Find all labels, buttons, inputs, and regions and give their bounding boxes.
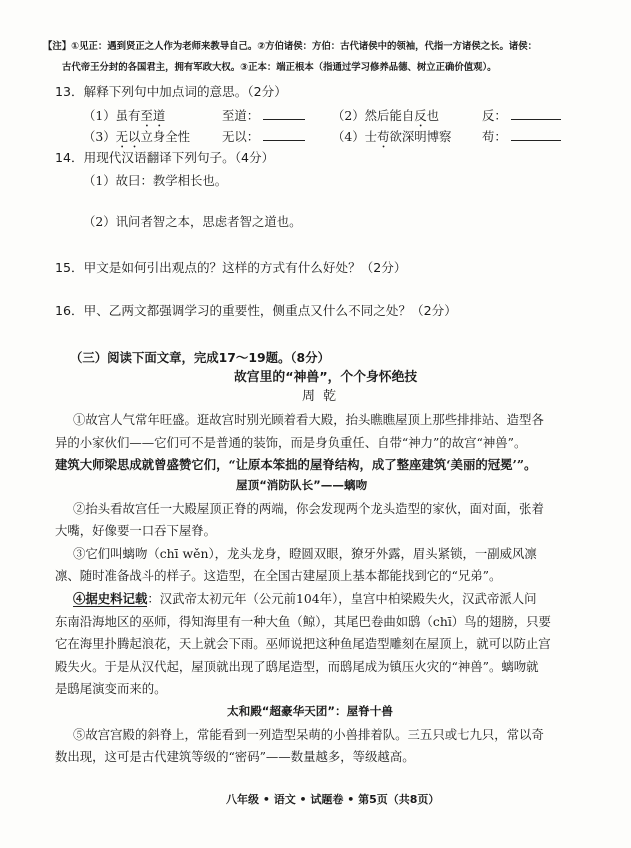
q13-item-2-answer: 反： — [482, 108, 561, 122]
paragraph-4-line-1: ④据史料记载：汉武帝太初元年（公元前104年），皇宫中柏梁殿失火，汉武帝派人问 — [73, 591, 537, 606]
paragraph-4-lead: ④据史料记载 — [73, 591, 148, 606]
subheading-2: 太和殿“超豪华天团”：屋脊十兽 — [227, 704, 393, 718]
article-author: 周 乾 — [302, 389, 339, 404]
question-14-stem: 14．用现代汉语翻译下列句子。（4分） — [55, 150, 275, 165]
paragraph-3-line-1: ③它们叫螭吻（chī wěn），龙头龙身，瞪圆双眼，獠牙外露，眉头紧锁，一副威风凛 — [73, 546, 537, 561]
question-15: 15．甲文是如何引出观点的？这样的方式有什么好处？（2分） — [55, 260, 407, 275]
paragraph-4-line-2: 东南沿海地区的巫师，得知海里有一种大鱼（鲸），其尾巴卷曲如鸱（chī）鸟的翅膀，只要 — [55, 614, 551, 629]
paragraph-1-line-2: 异的小家伙们——它们可不是普通的装饰，而是身负重任、自带“神力”的故宫“神兽”。 — [55, 435, 527, 450]
question-13-stem: 13．解释下列句中加点词的意思。（2分） — [55, 84, 287, 99]
paragraph-3-line-2: 凛、随时准备战斗的样子。这造型，在全国古建屋顶上基本都能找到它的“兄弟”。 — [55, 568, 502, 583]
q14-sentence-1: （1）故曰：教学相长也。 — [83, 173, 228, 188]
answer-blank-2[interactable] — [511, 108, 561, 120]
paragraph-4-line-3: 它在海里扑腾起浪花，天上就会下雨。巫师说把这种鱼尾造型雕刻在屋顶上，就可以防止宫 — [55, 636, 551, 651]
answer-blank-4[interactable] — [511, 129, 561, 141]
article-title: 故宫里的“神兽”，个个身怀绝技 — [234, 370, 418, 385]
q13-item-4: （4）士苟欲深明博察 — [332, 129, 452, 144]
q13-item-2: （2）然后能自反也 — [332, 108, 440, 123]
q13-item-1: （1）虽有至道 — [83, 108, 166, 123]
paragraph-1-line-1: ①故宫人气常年旺盛。逛故宫时别光顾着看大殿，抬头瞧瞧屋顶上那些排排站、造型各 — [73, 412, 544, 427]
paragraph-4-line-4: 殿失火。于是从汉代起，屋顶就出现了鸱尾造型，而鸱尾成为镇压火灾的“神兽”。螭吻就 — [55, 659, 539, 674]
paragraph-2-line-1: ②抬头看故宫任一大殿屋顶正脊的两端，你会发现两个龙头造型的家伙，面对面，张着 — [73, 501, 544, 516]
answer-blank-1[interactable] — [263, 108, 305, 120]
q13-item-4-answer: 苟： — [482, 129, 561, 143]
question-16: 16．甲、乙两文都强调学习的重要性，侧重点又什么不同之处？（2分） — [55, 303, 457, 318]
paragraph-4-line-5: 是鸱尾演变而来的。 — [55, 681, 167, 696]
q13-item-3-answer: 无以： — [222, 129, 305, 143]
paragraph-1-line-3: 建筑大师梁思成就曾盛赞它们，“让原本笨拙的屋脊结构，成了整座建筑‘美丽的冠冕’”。 — [55, 457, 537, 472]
subheading-1: 屋顶“消防队长”——螭吻 — [236, 478, 368, 492]
q13-item-3: （3）无以立身全性 — [83, 129, 191, 144]
paragraph-5-line-1: ⑤故宫宫殿的斜脊上，常能看到一列造型呆萌的小兽排着队。三五只或七九只，常以奇 — [73, 727, 544, 742]
footnote-line-2: 古代帝王分封的各国君主，拥有军政大权。③正本：端正根本（指通过学习修养品德、树立正确价值观）。 — [62, 62, 497, 73]
page-footer: 八年级 • 语文 • 试题卷 • 第5页（共8页） — [226, 793, 440, 806]
q14-sentence-2: （2）讯问者智之本，思虑者智之道也。 — [83, 214, 302, 229]
paragraph-2-line-2: 大嘴，好像要一口吞下屋脊。 — [55, 523, 217, 538]
footnote-line-1: 【注】①见正：遇到贤正之人作为老师来教导自己。②方伯诸侯：方伯：古代诸侯中的领袖，代指一方诸侯之长。诸侯： — [43, 41, 538, 52]
q13-item-1-answer: 至道： — [222, 108, 305, 122]
section-3-heading: （三）阅读下面文章，完成17～19题。（8分） — [70, 350, 330, 365]
answer-blank-3[interactable] — [263, 129, 305, 141]
paragraph-5-line-2: 数出现，这可是古代建筑等级的“密码”——数量越多，等级越高。 — [55, 749, 415, 764]
